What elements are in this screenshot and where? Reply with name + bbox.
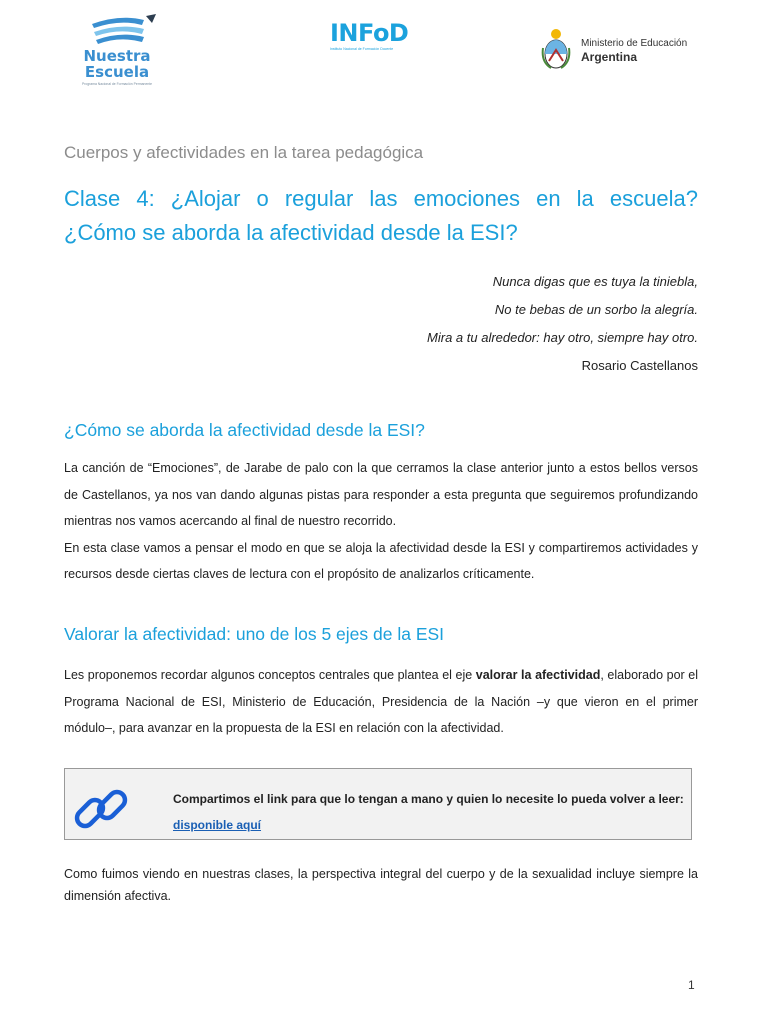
- class-title: [64, 182, 698, 250]
- course-title: Cuerpos y afectividades en la tarea pedagógica: [64, 143, 424, 162]
- ministerio-logo: [541, 28, 711, 74]
- nuestra-escuela-logo: [72, 14, 162, 110]
- class-title-word: Clase: [64, 186, 121, 211]
- infod-subtitle: Instituto Nacional de Formación Docente: [330, 47, 394, 51]
- paragraph: La canción de “Emociones”, de Jarabe de palo con la que cerramos la clase anterior junto a estos bellos versos de Castellanos, ya nos van dando algunas pistas para responder a esta pregunta que seguiremos profundizando mientras nos vamos acercando al final de nuestro recorrido.: [64, 461, 698, 528]
- disponible-aqui-link[interactable]: disponible aquí: [173, 818, 262, 832]
- class-title-word: la: [576, 186, 594, 211]
- class-title-line-1: [64, 182, 698, 216]
- class-title-line-2: ¿Cómo se aborda la afectividad desde la ESI?: [64, 220, 518, 245]
- page-number: 1: [688, 978, 695, 992]
- infod-logo: [330, 20, 430, 60]
- class-title-word: ¿Alojar: [170, 186, 241, 211]
- epigraph-poem: [300, 268, 698, 380]
- link-callout-box: [64, 768, 692, 840]
- class-title-word: regular: [284, 186, 354, 211]
- callout-text-block: [173, 786, 684, 838]
- poem-author: Rosario Castellanos: [581, 358, 698, 373]
- callout-message: Compartimos el link para que lo tengan a mano y quien lo necesite lo pueda volver a leer:: [173, 792, 684, 806]
- poem-line: No te bebas de un sorbo la alegría.: [494, 302, 698, 317]
- poem-line: Nunca digas que es tuya la tiniebla,: [492, 274, 698, 289]
- section-2-body: [64, 662, 698, 742]
- class-title-word: 4:: [136, 186, 155, 211]
- section-1-body: [64, 455, 698, 588]
- nuestra-escuela-subtitle: Programa Nacional de Formación Permanente: [81, 82, 153, 86]
- class-title-word: emociones: [413, 186, 521, 211]
- nuestra-escuela-wordmark: Nuestra Escuela: [83, 47, 151, 81]
- bold-term: valorar la afectividad: [475, 668, 601, 682]
- section-heading-valorar: Valorar la afectividad: uno de los 5 ejes de la ESI: [64, 624, 445, 644]
- class-title-word: las: [369, 186, 398, 211]
- class-title-word: escuela?: [609, 186, 698, 211]
- ministerio-name: Ministerio de Educación: [581, 38, 688, 49]
- closing-paragraph: Como fuimos viendo en nuestras clases, la perspectiva integral del cuerpo y de la sexualidad incluye siempre la dimensión afectiva.: [64, 867, 698, 903]
- paragraph: En esta clase vamos a pensar el modo en que se aloja la afectividad desde la ESI y compartiremos actividades y recursos desde ciertas claves de lectura con el propósito de analizarlos críticamente.: [64, 540, 698, 581]
- class-title-word: en: [536, 186, 561, 211]
- ministerio-country: Argentina: [581, 50, 638, 64]
- paragraph: Les proponemos recordar algunos conceptos centrales que plantea el eje valorar la afectividad, elaborado por el Programa Nacional de ESI, Ministerio de Educación, Presidencia de la Nación –y que vieron en el primer módulo–, para avanzar en la propuesta de la ESI en relación con la afectividad.: [64, 668, 698, 735]
- infod-wordmark: INFoD: [330, 19, 409, 47]
- link-chain-icon: [69, 783, 139, 839]
- section-heading-esi: ¿Cómo se aborda la afectividad desde la ESI?: [64, 420, 425, 440]
- national-shield-icon: [541, 28, 571, 72]
- class-title-word: o: [256, 186, 269, 211]
- poem-line: Mira a tu alrededor: hay otro, siempre hay otro.: [427, 330, 698, 345]
